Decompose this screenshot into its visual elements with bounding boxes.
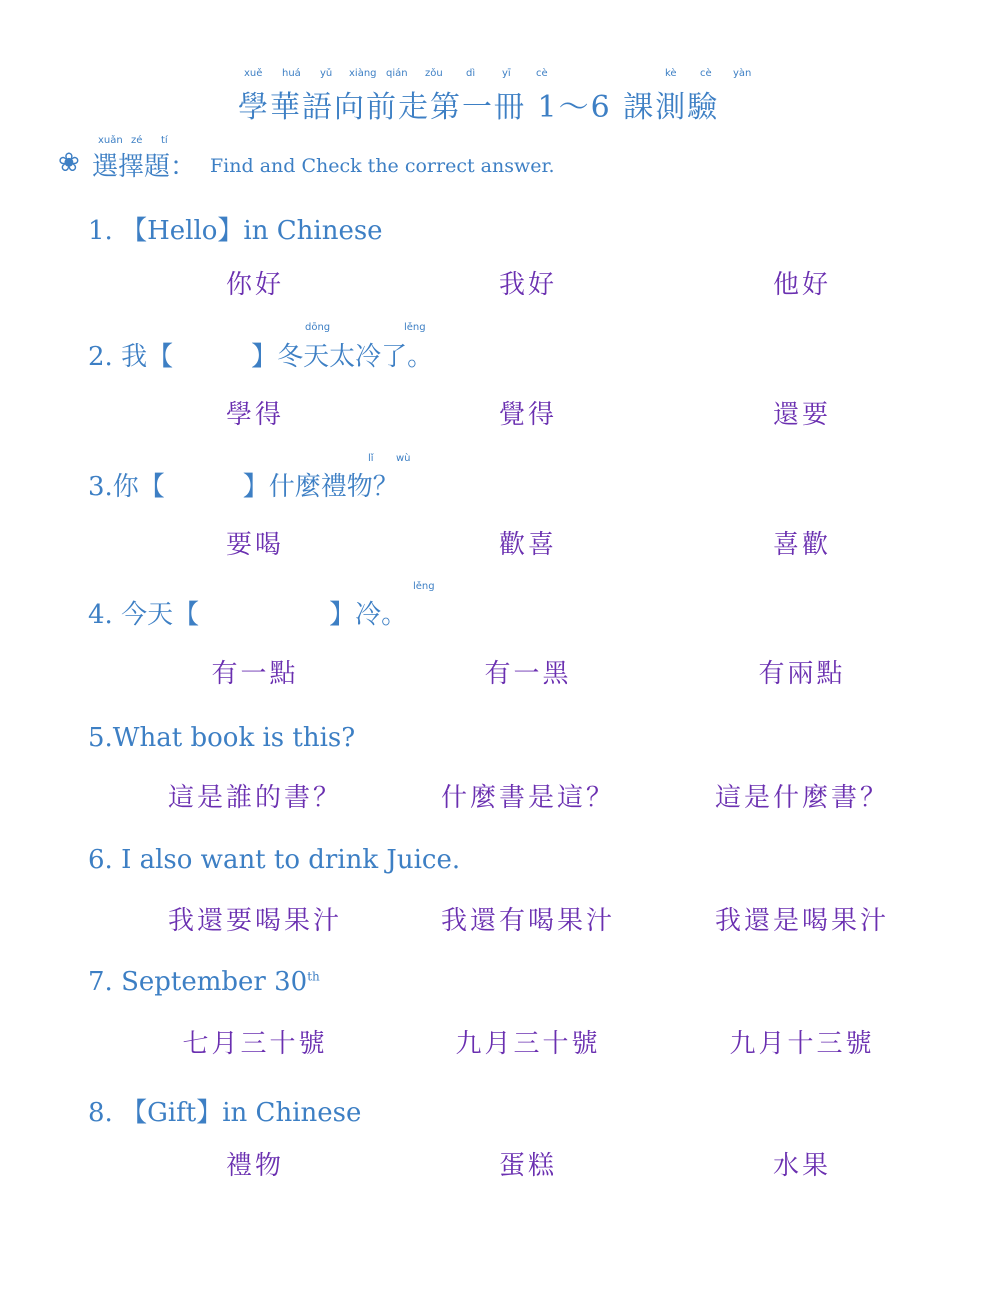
question-pinyin: wù xyxy=(396,453,411,464)
question-prompt: 3.你【 】什麼禮物？ xyxy=(88,472,399,502)
question-pinyin: lǐ xyxy=(368,453,374,464)
answer-option[interactable]: 歡喜 xyxy=(498,530,557,560)
title-pinyin: xiàng xyxy=(349,68,377,79)
answer-option[interactable]: 有兩點 xyxy=(758,659,846,689)
answer-option[interactable]: 九月三十號 xyxy=(455,1029,601,1059)
instruction-pinyin: tí xyxy=(161,135,168,146)
question-prompt: 5.What book is this? xyxy=(88,723,356,753)
answer-option[interactable]: 喜歡 xyxy=(772,530,831,560)
question-prompt: 4. 今天【 】冷。 xyxy=(88,600,408,630)
ordinal-suffix: th xyxy=(307,969,320,984)
question-pinyin: lěng xyxy=(413,581,435,592)
question-text: 7. September 30 xyxy=(88,967,308,997)
instruction-label: 選擇題： xyxy=(92,152,197,182)
question-prompt: 2. 我【 】冬天太冷了。 xyxy=(88,342,434,372)
answer-option[interactable]: 這是誰的書？ xyxy=(167,783,342,813)
title-pinyin: huá xyxy=(282,68,301,79)
answer-option[interactable]: 要喝 xyxy=(225,530,284,560)
question-prompt: 8. 【Gift】in Chinese xyxy=(88,1098,362,1128)
answer-option[interactable]: 我好 xyxy=(498,270,557,300)
title-pinyin: kè xyxy=(665,68,677,79)
question-prompt: 1. 【Hello】in Chinese xyxy=(88,216,383,246)
title-pinyin: yàn xyxy=(733,68,752,79)
answer-option[interactable]: 我還有喝果汁 xyxy=(440,906,615,936)
answer-option[interactable]: 蛋糕 xyxy=(498,1151,557,1181)
answer-option[interactable]: 你好 xyxy=(225,270,284,300)
answer-option[interactable]: 什麼書是這？ xyxy=(440,783,615,813)
page-title: 學華語向前走第一冊 1～6 課測驗 xyxy=(238,90,720,125)
title-pinyin: cè xyxy=(536,68,548,79)
title-pinyin: qián xyxy=(386,68,408,79)
title-pinyin: cè xyxy=(700,68,712,79)
answer-option[interactable]: 七月三十號 xyxy=(182,1029,328,1059)
answer-option[interactable]: 我還是喝果汁 xyxy=(714,906,889,936)
answer-option[interactable]: 水果 xyxy=(772,1151,831,1181)
answer-option[interactable]: 這是什麼書？ xyxy=(714,783,889,813)
title-pinyin: dì xyxy=(466,68,476,79)
question-pinyin: dōng xyxy=(305,322,331,333)
answer-option[interactable]: 他好 xyxy=(772,270,831,300)
answer-option[interactable]: 還要 xyxy=(772,400,831,430)
answer-option[interactable]: 有一點 xyxy=(211,659,299,689)
answer-option[interactable]: 禮物 xyxy=(225,1151,284,1181)
question-prompt xyxy=(88,967,320,997)
answer-option[interactable]: 學得 xyxy=(225,400,284,430)
answer-option[interactable]: 九月十三號 xyxy=(729,1029,875,1059)
title-pinyin: yǔ xyxy=(320,68,333,79)
title-pinyin: zǒu xyxy=(425,68,443,79)
answer-option[interactable]: 有一黑 xyxy=(484,659,572,689)
instruction-pinyin: zé xyxy=(131,135,143,146)
question-prompt: 6. I also want to drink Juice. xyxy=(88,845,461,875)
instruction-pinyin: xuǎn xyxy=(98,135,123,146)
question-pinyin: lěng xyxy=(404,322,426,333)
title-pinyin: xuě xyxy=(244,68,263,79)
answer-option[interactable]: 覺得 xyxy=(498,400,557,430)
answer-option[interactable]: 我還要喝果汁 xyxy=(167,906,342,936)
flower-icon: ❀ xyxy=(58,148,80,178)
instruction-text: Find and Check the correct answer. xyxy=(210,155,555,177)
title-pinyin: yī xyxy=(502,68,511,79)
